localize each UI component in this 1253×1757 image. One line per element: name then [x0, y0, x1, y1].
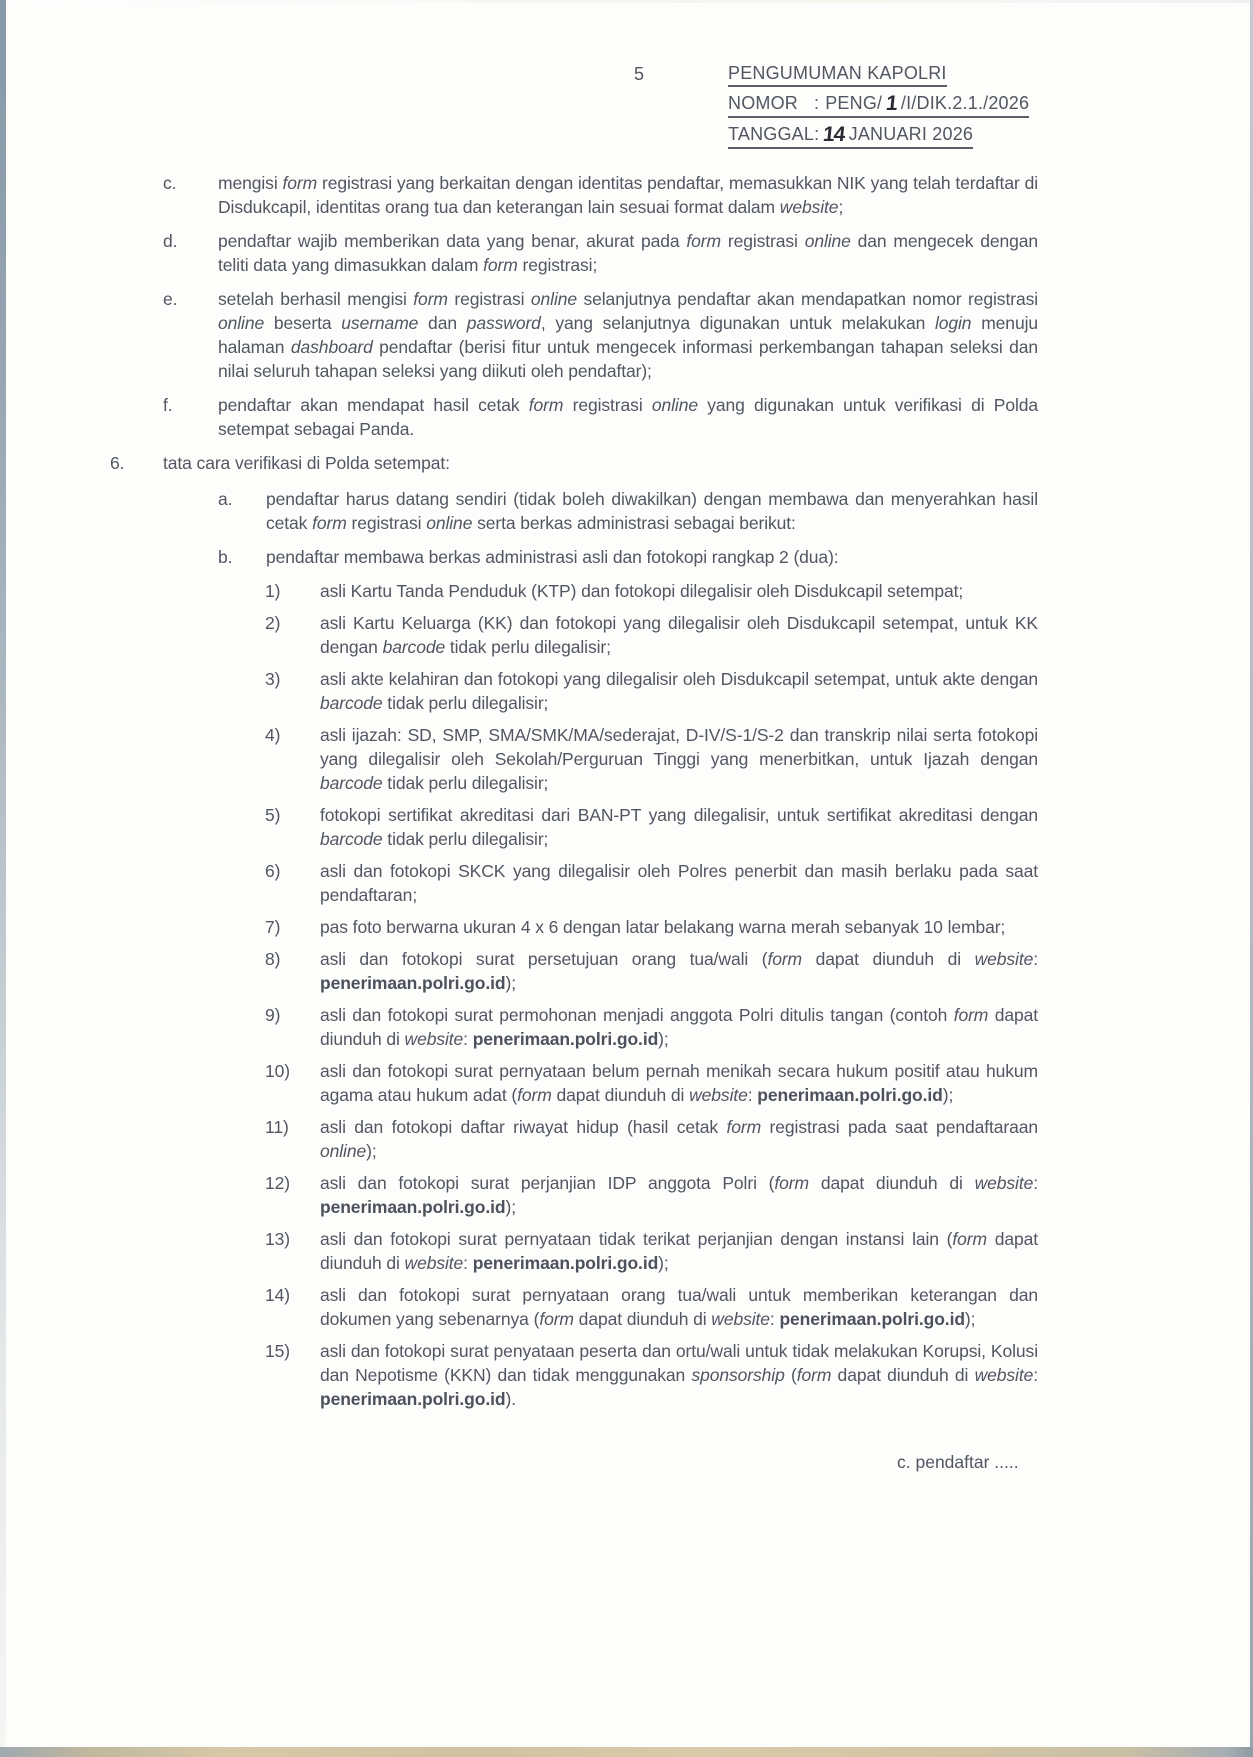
list-item: [110, 1227, 1038, 1275]
nomor-prefix: PENG/: [825, 93, 883, 113]
list-item-text: asli ijazah: SD, SMP, SMA/SMK/MA/sederajat, D-IV/S-1/S-2 dan transkrip nilai serta fotokopi yang dilegalisir oleh Sekolah/Perguruan Tinggi yang menerbitkan, untuk Ijazah dengan barcode tidak perlu dilegalisir;: [320, 725, 1038, 793]
list-item: [110, 1171, 1038, 1219]
list-item: [110, 1283, 1038, 1331]
list-item: [110, 393, 1038, 441]
list-item-marker: 7): [265, 917, 281, 937]
list-item-marker: 1): [265, 581, 281, 601]
list-item: [110, 287, 1038, 383]
list-item-marker: d.: [163, 231, 178, 251]
list-item: [110, 487, 1038, 535]
list-item: [110, 451, 1038, 475]
list-item-marker: b.: [218, 547, 233, 567]
list-item-marker: 15): [265, 1341, 290, 1361]
list-item: [110, 915, 1038, 939]
list-item: [110, 947, 1038, 995]
list-item-marker: 2): [265, 613, 281, 633]
list-item-text: pendaftar akan mendapat hasil cetak form registrasi online yang digunakan untuk verifikasi di Polda setempat sebagai Panda.: [218, 395, 1039, 439]
list-item-text: tata cara verifikasi di Polda setempat:: [163, 453, 450, 473]
list-item-text: asli dan fotokopi surat penyataan peserta dan ortu/wali untuk tidak melakukan Korupsi, Kolusi dan Nepotisme (KKN) dan tidak menggunakan sponsorship (form dapat diunduh di website: penerimaan.polri.go.id).: [320, 1341, 1038, 1409]
list-item-text: fotokopi sertifikat akreditasi dari BAN-PT yang dilegalisir, untuk sertifikat akreditasi dengan barcode tidak perlu dilegalisir;: [320, 805, 1038, 849]
list-item-marker: 13): [265, 1229, 290, 1249]
list-item-text: asli dan fotokopi surat pernyataan tidak terikat perjanjian dengan instansi lain (form dapat diunduh di website: penerimaan.polri.go.id);: [320, 1229, 1038, 1273]
document-header: [728, 63, 1029, 153]
list-item: [110, 803, 1038, 851]
page-number: 5: [634, 64, 645, 84]
list-item-text: asli dan fotokopi surat persetujuan orang tua/wali (form dapat diunduh di website: penerimaan.polri.go.id);: [320, 949, 1038, 993]
list-item-text: pas foto berwarna ukuran 4 x 6 dengan latar belakang warna merah sebanyak 10 lembar;: [320, 917, 1006, 937]
header-nomor-line: [728, 91, 1029, 118]
nomor-separator: :: [814, 93, 820, 113]
list-item-marker: 6.: [110, 453, 125, 473]
list-item-text: asli dan fotokopi daftar riwayat hidup (hasil cetak form registrasi pada saat pendaftaraan online);: [320, 1117, 1039, 1161]
catchword: c. pendaftar .....: [897, 1452, 1019, 1472]
list-item-text: pendaftar membawa berkas administrasi asli dan fotokopi rangkap 2 (dua):: [266, 547, 839, 567]
list-item-marker: 12): [265, 1173, 290, 1193]
list-item-marker: f.: [163, 395, 173, 415]
list-item-marker: 11): [265, 1117, 289, 1137]
list-item-text: setelah berhasil mengisi form registrasi online selanjutnya pendaftar akan mendapatkan nomor registrasi online beserta username dan password, yang selanjutnya digunakan untuk melakukan login menuju halaman dashboard pendaftar (berisi fitur untuk mengecek informasi perkembangan tahapan seleksi dan nilai seluruh tahapan seleksi yang diikuti oleh pendaftar);: [218, 289, 1039, 381]
list-item: [110, 611, 1038, 659]
list-item-text: asli dan fotokopi surat permohonan menjadi anggota Polri ditulis tangan (contoh form dapat diunduh di website: penerimaan.polri.go.id);: [320, 1005, 1038, 1049]
tanggal-handwritten-number: 14: [822, 123, 846, 146]
list-item-marker: 8): [265, 949, 281, 969]
list-item-marker: e.: [163, 289, 178, 309]
list-item-marker: 3): [265, 669, 281, 689]
scan-edge-bottom-artifact: [0, 1747, 1253, 1757]
nomor-suffix: /I/DIK.2.1./2026: [900, 93, 1030, 113]
tanggal-suffix: JANUARI 2026: [848, 124, 974, 144]
list-item-marker: 14): [265, 1285, 290, 1305]
list-item: [110, 667, 1038, 715]
list-item-text: asli dan fotokopi surat perjanjian IDP anggota Polri (form dapat diunduh di website: penerimaan.polri.go.id);: [320, 1173, 1038, 1217]
list-item-text: asli dan fotokopi surat pernyataan orang tua/wali untuk memberikan keterangan dan dokumen yang sebenarnya (form dapat diunduh di website: penerimaan.polri.go.id);: [320, 1285, 1038, 1329]
tanggal-label: TANGGAL:: [728, 124, 820, 144]
list-item: [110, 859, 1038, 907]
list-item: [110, 1339, 1038, 1411]
list-item: [110, 1059, 1038, 1107]
list-item-text: asli Kartu Tanda Penduduk (KTP) dan fotokopi dilegalisir oleh Disdukcapil setempat;: [320, 581, 964, 601]
list-item-text: pendaftar wajib memberikan data yang benar, akurat pada form registrasi online dan mengecek dengan teliti data yang dimasukkan dalam form registrasi;: [218, 231, 1039, 275]
header-title: PENGUMUMAN KAPOLRI: [728, 63, 947, 87]
list-item-text: mengisi form registrasi yang berkaitan dengan identitas pendaftar, memasukkan NIK yang telah terdaftar di Disdukcapil, identitas orang tua dan keterangan lain sesuai format dalam website;: [218, 173, 1038, 217]
list-item-marker: 6): [265, 861, 281, 881]
header-tanggal-line: [728, 122, 973, 149]
list-item-text: asli akte kelahiran dan fotokopi yang dilegalisir oleh Disdukcapil setempat, untuk akte dengan barcode tidak perlu dilegalisir;: [320, 669, 1038, 713]
list-item: [110, 229, 1038, 277]
list-item-marker: c.: [163, 173, 177, 193]
list-item-marker: 10): [265, 1061, 290, 1081]
list-item-text: asli Kartu Keluarga (KK) dan fotokopi yang dilegalisir oleh Disdukcapil setempat, untuk KK dengan barcode tidak perlu dilegalisir;: [320, 613, 1038, 657]
list-item-text: asli dan fotokopi surat pernyataan belum pernah menikah secara hukum positif atau hukum agama atau hukum adat (form dapat diunduh di website: penerimaan.polri.go.id);: [320, 1061, 1038, 1105]
list-item: [110, 579, 1038, 603]
document-body: [110, 171, 1038, 1419]
list-item-marker: 5): [265, 805, 281, 825]
list-item: [110, 723, 1038, 795]
list-item: [110, 1115, 1038, 1163]
list-item-marker: 4): [265, 725, 281, 745]
scan-edge-top-artifact: [0, 0, 1253, 3]
list-item-marker: a.: [218, 489, 233, 509]
list-item: [110, 545, 1038, 569]
list-item-marker: 9): [265, 1005, 281, 1025]
scan-edge-left-artifact: [0, 0, 6, 1757]
list-item: [110, 1003, 1038, 1051]
nomor-handwritten-number: 1: [885, 92, 899, 115]
list-item-text: asli dan fotokopi SKCK yang dilegalisir oleh Polres penerbit dan masih berlaku pada saat pendaftaran;: [320, 861, 1038, 905]
list-item-text: pendaftar harus datang sendiri (tidak boleh diwakilkan) dengan membawa dan menyerahkan hasil cetak form registrasi online serta berkas administrasi sebagai berikut:: [266, 489, 1038, 533]
list-item: [110, 171, 1038, 219]
nomor-label: NOMOR: [728, 93, 798, 113]
